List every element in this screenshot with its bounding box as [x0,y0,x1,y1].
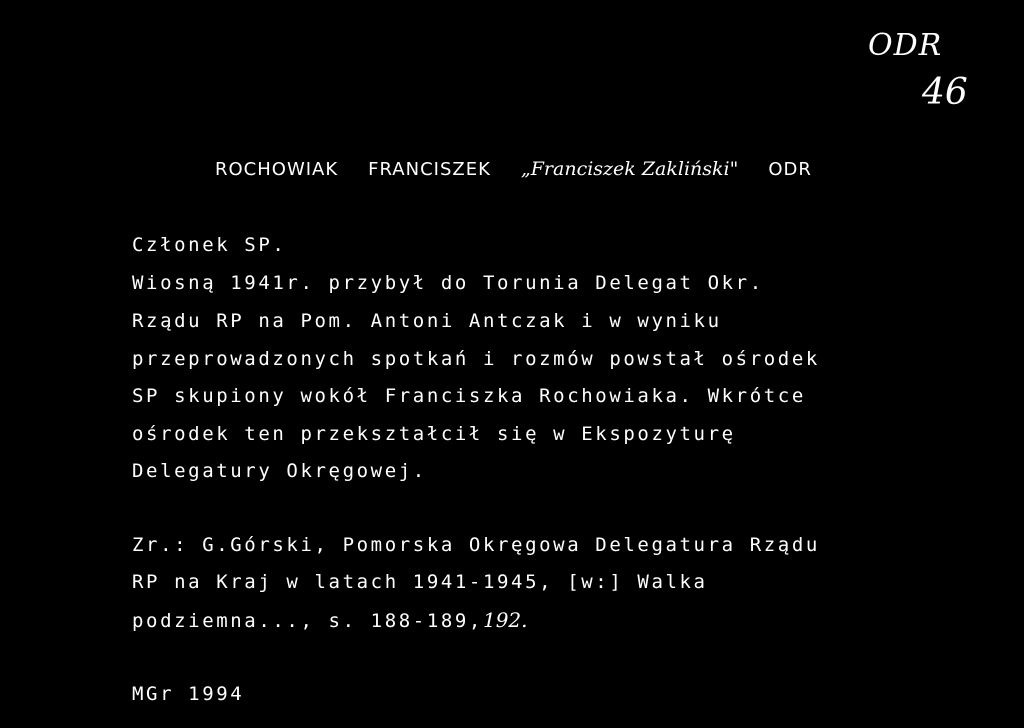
handwritten-code: ODR [868,28,943,63]
footer-signature: MGr 1994 [132,683,245,705]
heading-code: ODR [768,159,812,180]
body-line: SP skupiony wokół Franciszka Rochowiaka. Wkrótce [132,385,806,407]
source-line: RP na Kraj w latach 1941-1945, [w:] Walka [132,571,708,593]
handwritten-alias: „Franciszek Zakliński" [520,158,739,180]
source-line-last [132,610,528,631]
body-line: ośrodek ten przekształcił się w Ekspozyturę [132,423,736,445]
body-line: Rządu RP na Pom. Antoni Antczak i w wyniku [132,310,722,332]
body-line: Delegatury Okręgowej. [132,460,427,482]
first-name: FRANCISZEK [368,159,491,180]
handwritten-number: 46 [922,72,968,113]
body-line: przeprowadzonych spotkań i rozmów powstał ośrodek [132,348,820,370]
handwritten-page-addition: 192. [482,608,528,632]
body-line: Członek SP. [132,234,287,256]
source-line: podziemna..., s. 188-189, [132,610,483,632]
source-line: Zr.: G.Górski, Pomorska Okręgowa Delegatura Rządu [132,534,820,556]
card-heading [215,158,812,180]
surname: ROCHOWIAK [215,159,339,180]
body-line: Wiosną 1941r. przybył do Torunia Delegat Okr. [132,272,764,294]
